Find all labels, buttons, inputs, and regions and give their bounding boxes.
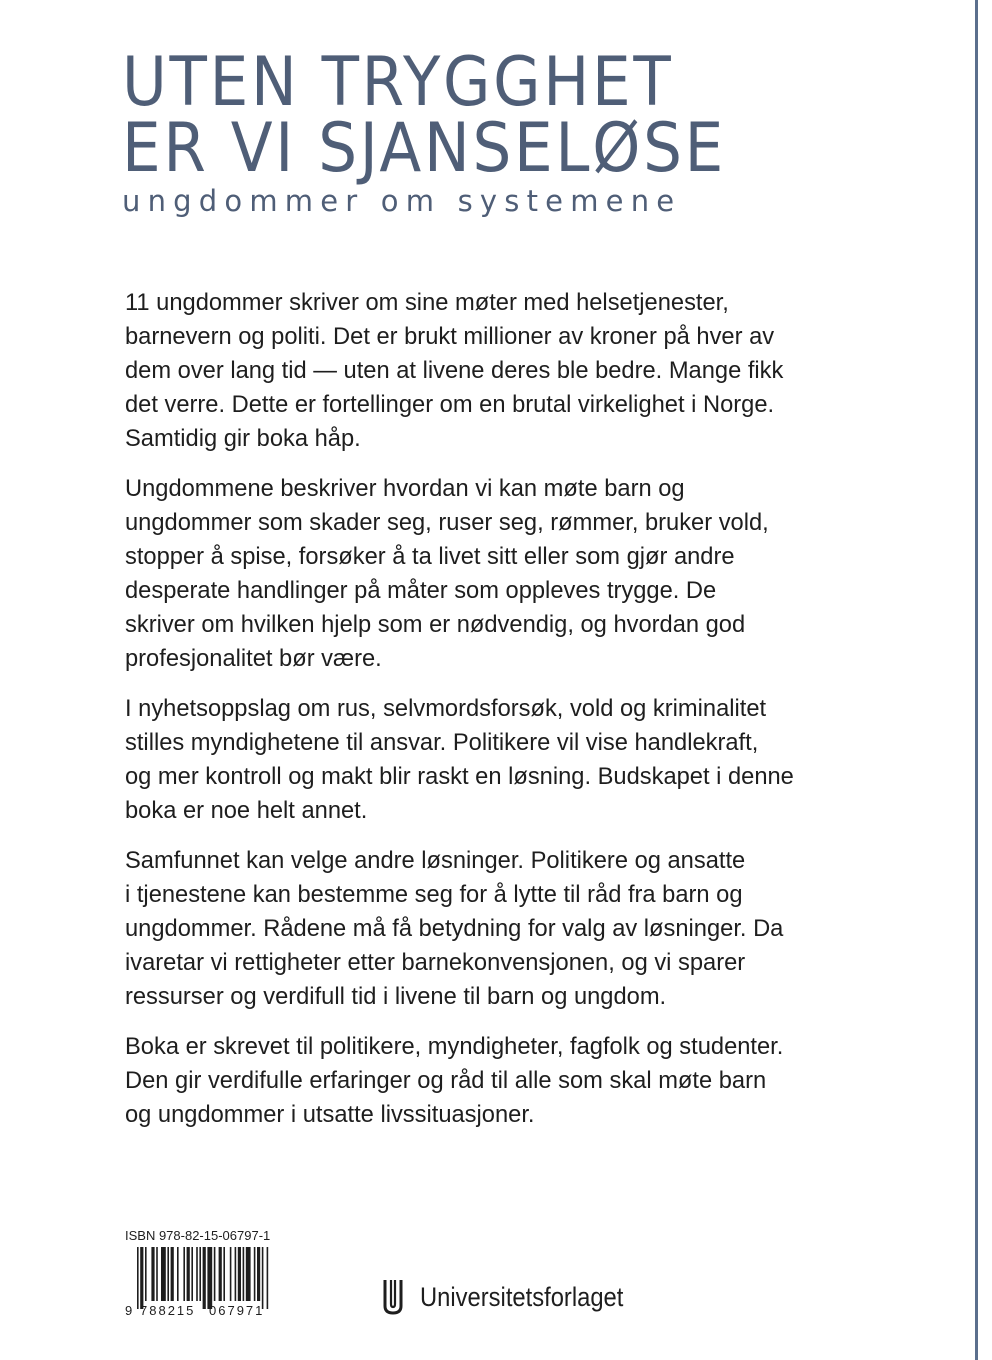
barcode-bar [140,1247,143,1309]
barcode-bar [183,1247,185,1301]
paragraph-1: 11 ungdommer skriver om sine møter med helsetjenester, barnevern og politi. Det er brukt millioner av kroner på hver av dem over lang tid — uten at livene deres ble bedre. Mange fikk det verre. Dette er fortellinger om en brutal virkelighet i Norge. Samtidig gir boka håp. [125,290,784,452]
barcode-bar [196,1247,198,1301]
barcode-bar [191,1247,193,1301]
isbn-label: ISBN 978-82-15-06797-1 [125,1228,271,1243]
barcode-bar [199,1247,201,1301]
barcode-bar [156,1247,158,1301]
barcode-bar [230,1247,232,1301]
barcode [125,1245,281,1317]
paragraph-2: Ungdommene beskriver hvordan vi kan møte barn og ungdommer som skader seg, ruser seg, rømmer, bruker vold, stopper å spise, forsøker å ta livet sitt eller som gjør andre desperate handlinger på måter som oppleves trygge. De skriver om hvilken hjelp som er nødvendig, og hvordan god profesjonalitet bør være. [125,476,769,672]
barcode-bar [243,1247,245,1301]
barcode-bar [257,1247,260,1301]
barcode-bar [145,1247,147,1301]
barcode-bar [219,1247,222,1301]
title-block [122,43,822,218]
barcode-bar [246,1247,251,1301]
isbn-block [125,1228,285,1317]
barcode-bar [223,1247,225,1301]
barcode-bar [254,1247,256,1301]
u-logo-icon [382,1278,404,1316]
title-line-1: UTEN TRYGGHET [122,43,674,122]
barcode-bar [238,1247,241,1301]
spine-edge-line [975,0,978,1360]
blurb-text [125,286,885,1148]
barcode-bar [262,1247,264,1309]
barcode-bar [137,1247,139,1309]
title-line-2: ER VI SJANSELØSE [122,109,726,188]
subtitle: ungdommer om systemene [122,184,682,218]
publisher [382,1278,651,1316]
paragraph-5: Boka er skrevet til politikere, myndigheter, fagfolk og studenter. Den gir verdifulle erfaringer og råd til alle som skal møte barn og ungdommer i utsatte livssituasjoner. [125,1034,784,1128]
barcode-bar [187,1247,190,1301]
barcode-bars [137,1247,268,1309]
barcode-bar [151,1247,154,1301]
paragraph-3: I nyhetsoppslag om rus, selvmordsforsøk, vold og kriminalitet stilles myndighetene til ansvar. Politikere vil vise handlekraft, og mer kontroll og makt blir raskt en løsning. Budskapet i denne boka er noe helt annet. [125,696,794,824]
barcode-bar [267,1247,269,1309]
barcode-bar [161,1247,166,1301]
barcode-bar [203,1247,206,1309]
barcode-bar [207,1247,212,1309]
barcode-first-digit: 9 [125,1303,133,1317]
barcode-bar [167,1247,169,1301]
paragraph-4: Samfunnet kan velge andre løsninger. Politikere og ansatte i tjenestene kan bestemme seg for å lytte til råd fra barn og ungdommer. Rådene må få betydning for valg av løsninger. Da ivaretar vi rettigheter etter barnekonvensjonen, og vi sparer ressurser og verdifull tid i livene til barn og ungdom. [125,848,784,1010]
barcode-bar [171,1247,174,1301]
barcode-group-2: 067971 [209,1303,265,1317]
barcode-bar [177,1247,179,1301]
barcode-bar [214,1247,216,1301]
publisher-name: Universitetsforlaget [420,1281,624,1312]
barcode-group-1: 788215 [140,1303,196,1317]
barcode-bar [235,1247,237,1301]
